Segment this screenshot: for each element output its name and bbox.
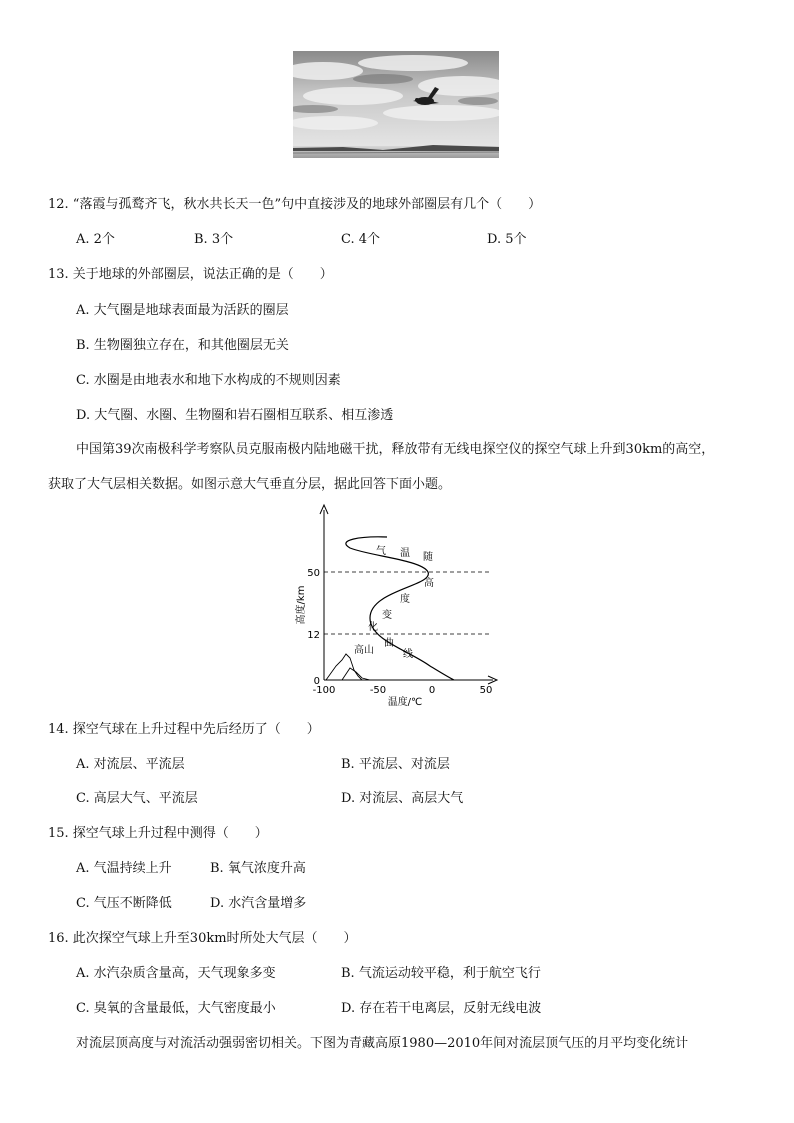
question-16-option-c[interactable]: C. 臭氧的含量最低，大气密度最小 [76, 1001, 276, 1016]
question-13-option-a[interactable]: A. 大气圈是地球表面最为活跃的圈层 [76, 303, 289, 318]
curve-label-char: 度 [400, 594, 410, 605]
question-13-option-c[interactable]: C. 水圈是由地表水和地下水构成的不规则因素 [76, 373, 341, 388]
passage-2-line-1: 对流层顶高度与对流活动强弱密切相关。下图为青藏高原1980—2010年间对流层顶气压的月平均变化统计 [76, 1036, 689, 1051]
question-14-stem: 14. 探空气球在上升过程中先后经历了（ ） [48, 722, 320, 737]
bird-over-lake-photo [293, 51, 499, 158]
question-12-option-a[interactable]: A. 2个 [76, 232, 115, 247]
mountain-icon [326, 654, 362, 680]
curve-label-char: 变 [382, 610, 392, 621]
curve-label-char: 随 [423, 552, 433, 563]
question-15-option-a[interactable]: A. 气温持续上升 [76, 861, 172, 876]
question-15-option-b[interactable]: B. 氧气浓度升高 [210, 861, 306, 876]
question-14-option-a[interactable]: A. 对流层、平流层 [76, 757, 185, 772]
curve-label-char: 曲 [384, 638, 394, 649]
question-14-option-c[interactable]: C. 高层大气、平流层 [76, 791, 198, 806]
y-tick-50: 50 [307, 568, 320, 579]
curve-label-char: 高 [424, 578, 434, 589]
question-12-option-c[interactable]: C. 4个 [341, 232, 381, 247]
question-14-option-b[interactable]: B. 平流层、对流层 [341, 757, 450, 772]
question-16-option-b[interactable]: B. 气流运动较平稳，利于航空飞行 [341, 966, 541, 981]
curve-label-char: 气 [376, 546, 386, 557]
question-15-option-d[interactable]: D. 水汽含量增多 [210, 896, 307, 911]
passage-line-1: 中国第39次南极科学考察队员克服南极内陆地磁干扰，释放带有无线电探空仪的探空气球上升到30km的高空， [76, 442, 715, 457]
y-tick-0: 0 [313, 676, 320, 687]
question-12-option-b[interactable]: B. 3个 [194, 232, 234, 247]
question-15-stem: 15. 探空气球上升过程中测得（ ） [48, 826, 268, 841]
question-16-stem: 16. 此次探空气球上升至30km时所处大气层（ ） [48, 931, 357, 946]
curve-label-char: 化 [368, 622, 378, 633]
question-16-option-a[interactable]: A. 水汽杂质含量高，天气现象多变 [76, 966, 276, 981]
question-12-stem: 12. “落霞与孤鹜齐飞，秋水共长天一色”句中直接涉及的地球外部圈层有几个（ ） [48, 197, 542, 212]
question-13-option-b[interactable]: B. 生物圈独立存在，和其他圈层无关 [76, 338, 289, 353]
curve-label-char: 线 [403, 649, 413, 660]
y-axis-label: 高度/km [296, 585, 307, 625]
question-14-option-d[interactable]: D. 对流层、高层大气 [341, 791, 464, 806]
curve-label-char: 温 [400, 548, 410, 559]
x-tick-0: 0 [428, 685, 436, 696]
question-13-stem: 13. 关于地球的外部圈层，说法正确的是（ ） [48, 267, 333, 282]
mountain-label: 高山 [354, 645, 374, 656]
question-15-option-c[interactable]: C. 气压不断降低 [76, 896, 172, 911]
x-tick-minus-50: -50 [369, 685, 387, 696]
y-tick-12: 12 [307, 630, 320, 641]
passage-line-2: 获取了大气层相关数据。如图示意大气垂直分层，据此回答下面小题。 [48, 477, 452, 492]
question-13-option-d[interactable]: D. 大气圈、水圈、生物圈和岩石圈相互联系、相互渗透 [76, 408, 394, 423]
x-axis-label: 温度/℃ [387, 697, 423, 708]
atmosphere-layer-diagram [290, 500, 510, 710]
x-tick-minus-100: -100 [312, 685, 336, 696]
x-tick-50: 50 [479, 685, 493, 696]
question-16-option-d[interactable]: D. 存在若干电离层，反射无线电波 [341, 1001, 542, 1016]
question-12-option-d[interactable]: D. 5个 [487, 232, 527, 247]
